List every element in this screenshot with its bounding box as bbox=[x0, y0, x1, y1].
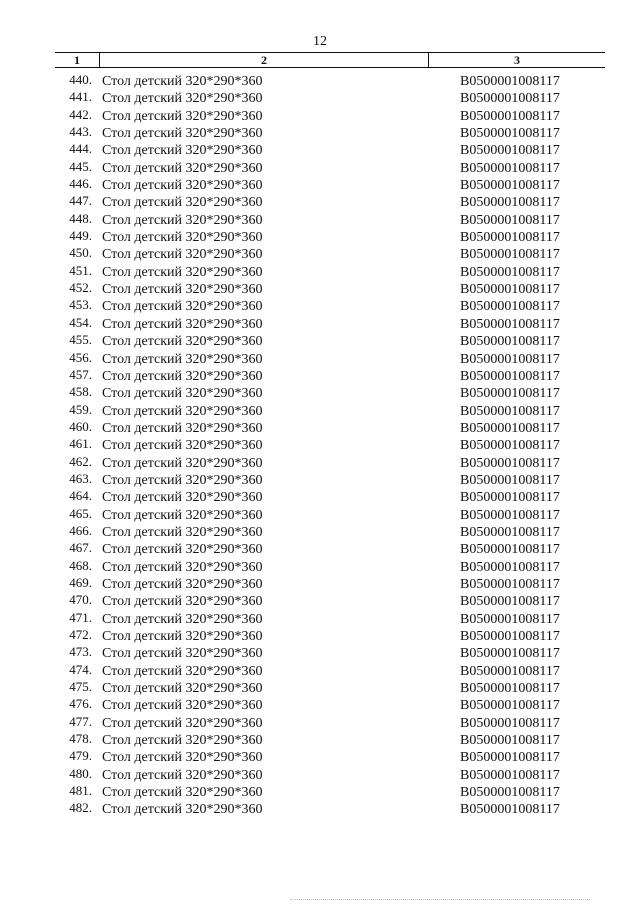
inventory-code: B0500001008117 bbox=[460, 455, 560, 471]
table-row bbox=[0, 784, 640, 801]
table-row bbox=[0, 680, 640, 697]
row-number: 474. bbox=[69, 661, 92, 677]
table-row bbox=[0, 559, 640, 576]
item-name: Стол детский 320*290*360 bbox=[102, 472, 263, 488]
row-number: 480. bbox=[69, 765, 92, 781]
item-name: Стол детский 320*290*360 bbox=[102, 663, 263, 679]
table-row bbox=[0, 229, 640, 246]
row-number: 472. bbox=[69, 627, 92, 642]
item-name: Стол детский 320*290*360 bbox=[102, 802, 263, 818]
row-number: 451. bbox=[69, 262, 92, 278]
inventory-code: B0500001008117 bbox=[460, 230, 560, 246]
row-number: 449. bbox=[69, 228, 92, 244]
item-name: Стол детский 320*290*360 bbox=[102, 316, 263, 332]
row-number: 448. bbox=[69, 210, 92, 226]
table-row bbox=[0, 437, 640, 454]
item-name: Стол детский 320*290*360 bbox=[102, 542, 263, 558]
table-row bbox=[0, 125, 640, 142]
item-name: Стол детский 320*290*360 bbox=[102, 420, 263, 436]
row-number: 475. bbox=[69, 679, 92, 695]
item-name: Стол детский 320*290*360 bbox=[102, 576, 263, 592]
item-name: Стол детский 320*290*360 bbox=[102, 767, 263, 783]
item-name: Стол детский 320*290*360 bbox=[102, 178, 263, 194]
inventory-code: B0500001008117 bbox=[460, 282, 560, 298]
inventory-code: B0500001008117 bbox=[460, 698, 560, 714]
table-row bbox=[0, 749, 640, 766]
inventory-code: B0500001008117 bbox=[460, 247, 560, 263]
row-number: 470. bbox=[69, 592, 92, 608]
row-number: 469. bbox=[69, 574, 92, 590]
row-number: 452. bbox=[69, 280, 92, 296]
inventory-code: B0500001008117 bbox=[460, 629, 560, 644]
inventory-code: B0500001008117 bbox=[460, 108, 560, 124]
table-row bbox=[0, 697, 640, 714]
inventory-code: B0500001008117 bbox=[460, 334, 560, 350]
row-number: 455. bbox=[69, 332, 92, 348]
row-number: 464. bbox=[69, 488, 92, 504]
item-name: Стол детский 320*290*360 bbox=[102, 299, 263, 315]
row-number: 477. bbox=[69, 713, 92, 729]
row-number: 473. bbox=[69, 644, 92, 660]
table-row bbox=[0, 142, 640, 159]
table-row bbox=[0, 368, 640, 385]
inventory-code: B0500001008117 bbox=[460, 351, 560, 367]
row-number: 440. bbox=[69, 72, 92, 87]
row-number: 442. bbox=[69, 106, 92, 122]
row-number: 478. bbox=[69, 731, 92, 747]
inventory-code: B0500001008117 bbox=[460, 74, 560, 89]
item-name: Стол детский 320*290*360 bbox=[102, 507, 263, 523]
table-row bbox=[0, 628, 640, 645]
row-number: 447. bbox=[69, 193, 92, 209]
table-row bbox=[0, 715, 640, 732]
inventory-code: B0500001008117 bbox=[460, 750, 560, 766]
item-name: Стол детский 320*290*360 bbox=[102, 715, 263, 731]
inventory-code: B0500001008117 bbox=[460, 715, 560, 731]
table-row bbox=[0, 576, 640, 593]
inventory-code: B0500001008117 bbox=[460, 576, 560, 592]
inventory-code: B0500001008117 bbox=[460, 91, 560, 107]
inventory-code: B0500001008117 bbox=[460, 386, 560, 402]
inventory-code: B0500001008117 bbox=[460, 195, 560, 211]
row-number: 450. bbox=[69, 245, 92, 261]
inventory-code: B0500001008117 bbox=[460, 212, 560, 228]
row-number: 479. bbox=[69, 748, 92, 764]
item-name: Стол детский 320*290*360 bbox=[102, 455, 263, 471]
item-name: Стол детский 320*290*360 bbox=[102, 195, 263, 211]
table-row bbox=[0, 108, 640, 125]
inventory-code: B0500001008117 bbox=[460, 663, 560, 679]
table-row bbox=[0, 90, 640, 107]
row-number: 463. bbox=[69, 470, 92, 486]
inventory-code: B0500001008117 bbox=[460, 160, 560, 176]
item-name: Стол детский 320*290*360 bbox=[102, 646, 263, 662]
table-row bbox=[0, 212, 640, 229]
row-number: 460. bbox=[69, 418, 92, 434]
inventory-code: B0500001008117 bbox=[460, 646, 560, 662]
inventory-code: B0500001008117 bbox=[460, 542, 560, 558]
row-number: 481. bbox=[69, 783, 92, 799]
item-name: Стол детский 320*290*360 bbox=[102, 247, 263, 263]
item-name: Стол детский 320*290*360 bbox=[102, 91, 263, 107]
scan-artifact bbox=[290, 899, 590, 904]
row-number: 476. bbox=[69, 696, 92, 712]
row-number: 471. bbox=[69, 609, 92, 625]
table-row bbox=[0, 420, 640, 437]
header-col-2: 2 bbox=[100, 53, 429, 67]
row-number: 446. bbox=[69, 176, 92, 192]
inventory-code: B0500001008117 bbox=[460, 733, 560, 749]
table-row bbox=[0, 385, 640, 402]
table-row bbox=[0, 246, 640, 263]
table-row bbox=[0, 611, 640, 628]
inventory-code: B0500001008117 bbox=[460, 126, 560, 142]
item-name: Стол детский 320*290*360 bbox=[102, 143, 263, 159]
row-number: 467. bbox=[69, 540, 92, 556]
inventory-code: B0500001008117 bbox=[460, 802, 560, 818]
item-name: Стол детский 320*290*360 bbox=[102, 750, 263, 766]
item-name: Стол детский 320*290*360 bbox=[102, 403, 263, 419]
header-col-3: 3 bbox=[514, 53, 520, 67]
table-row bbox=[0, 177, 640, 194]
table-row bbox=[0, 593, 640, 610]
item-name: Стол детский 320*290*360 bbox=[102, 611, 263, 627]
item-name: Стол детский 320*290*360 bbox=[102, 438, 263, 454]
inventory-code: B0500001008117 bbox=[460, 264, 560, 280]
row-number: 466. bbox=[69, 522, 92, 538]
table-row bbox=[0, 73, 640, 90]
header-col-1: 1 bbox=[55, 53, 100, 67]
item-name: Стол детский 320*290*360 bbox=[102, 733, 263, 749]
table-row bbox=[0, 298, 640, 315]
row-number: 457. bbox=[69, 366, 92, 382]
item-name: Стол детский 320*290*360 bbox=[102, 160, 263, 176]
item-name: Стол детский 320*290*360 bbox=[102, 108, 263, 124]
item-name: Стол детский 320*290*360 bbox=[102, 74, 263, 89]
row-number: 461. bbox=[69, 436, 92, 452]
table-row bbox=[0, 663, 640, 680]
table-row bbox=[0, 767, 640, 784]
row-number: 459. bbox=[69, 401, 92, 417]
inventory-code: B0500001008117 bbox=[460, 472, 560, 488]
table-row bbox=[0, 455, 640, 472]
inventory-code: B0500001008117 bbox=[460, 420, 560, 436]
item-name: Стол детский 320*290*360 bbox=[102, 282, 263, 298]
item-name: Стол детский 320*290*360 bbox=[102, 212, 263, 228]
table-body bbox=[0, 73, 640, 819]
item-name: Стол детский 320*290*360 bbox=[102, 351, 263, 367]
table-row bbox=[0, 316, 640, 333]
inventory-code: B0500001008117 bbox=[460, 767, 560, 783]
inventory-code: B0500001008117 bbox=[460, 143, 560, 159]
inventory-code: B0500001008117 bbox=[460, 524, 560, 540]
item-name: Стол детский 320*290*360 bbox=[102, 386, 263, 402]
row-number: 458. bbox=[69, 384, 92, 400]
table-row bbox=[0, 524, 640, 541]
item-name: Стол детский 320*290*360 bbox=[102, 629, 263, 644]
inventory-code: B0500001008117 bbox=[460, 438, 560, 454]
row-number: 453. bbox=[69, 297, 92, 313]
table-row bbox=[0, 541, 640, 558]
table-row bbox=[0, 801, 640, 818]
item-name: Стол детский 320*290*360 bbox=[102, 594, 263, 610]
inventory-code: B0500001008117 bbox=[460, 507, 560, 523]
table-row bbox=[0, 333, 640, 350]
row-number: 465. bbox=[69, 505, 92, 521]
table-row bbox=[0, 264, 640, 281]
table-row bbox=[0, 472, 640, 489]
table-row bbox=[0, 194, 640, 211]
table-row bbox=[0, 489, 640, 506]
inventory-code: B0500001008117 bbox=[460, 559, 560, 575]
row-number: 444. bbox=[69, 141, 92, 157]
item-name: Стол детский 320*290*360 bbox=[102, 681, 263, 697]
item-name: Стол детский 320*290*360 bbox=[102, 524, 263, 540]
row-number: 462. bbox=[69, 453, 92, 469]
table-row bbox=[0, 732, 640, 749]
row-number: 468. bbox=[69, 557, 92, 573]
table-row bbox=[0, 645, 640, 662]
row-number: 441. bbox=[69, 89, 92, 105]
inventory-code: B0500001008117 bbox=[460, 490, 560, 506]
row-number: 454. bbox=[69, 314, 92, 330]
inventory-code: B0500001008117 bbox=[460, 403, 560, 419]
table-row bbox=[0, 160, 640, 177]
item-name: Стол детский 320*290*360 bbox=[102, 559, 263, 575]
table-header bbox=[55, 52, 605, 68]
table-row bbox=[0, 403, 640, 420]
table-row bbox=[0, 507, 640, 524]
inventory-code: B0500001008117 bbox=[460, 316, 560, 332]
inventory-code: B0500001008117 bbox=[460, 368, 560, 384]
row-number: 445. bbox=[69, 158, 92, 174]
inventory-code: B0500001008117 bbox=[460, 681, 560, 697]
table-row bbox=[0, 351, 640, 368]
item-name: Стол детский 320*290*360 bbox=[102, 334, 263, 350]
inventory-code: B0500001008117 bbox=[460, 594, 560, 610]
item-name: Стол детский 320*290*360 bbox=[102, 785, 263, 801]
inventory-code: B0500001008117 bbox=[460, 299, 560, 315]
inventory-code: B0500001008117 bbox=[460, 178, 560, 194]
item-name: Стол детский 320*290*360 bbox=[102, 264, 263, 280]
row-number: 456. bbox=[69, 349, 92, 365]
inventory-code: B0500001008117 bbox=[460, 785, 560, 801]
item-name: Стол детский 320*290*360 bbox=[102, 126, 263, 142]
page-number: 12 bbox=[313, 34, 327, 49]
row-number: 482. bbox=[69, 800, 92, 816]
item-name: Стол детский 320*290*360 bbox=[102, 698, 263, 714]
row-number: 443. bbox=[69, 124, 92, 140]
item-name: Стол детский 320*290*360 bbox=[102, 230, 263, 246]
item-name: Стол детский 320*290*360 bbox=[102, 368, 263, 384]
inventory-code: B0500001008117 bbox=[460, 611, 560, 627]
item-name: Стол детский 320*290*360 bbox=[102, 490, 263, 506]
table-row bbox=[0, 281, 640, 298]
